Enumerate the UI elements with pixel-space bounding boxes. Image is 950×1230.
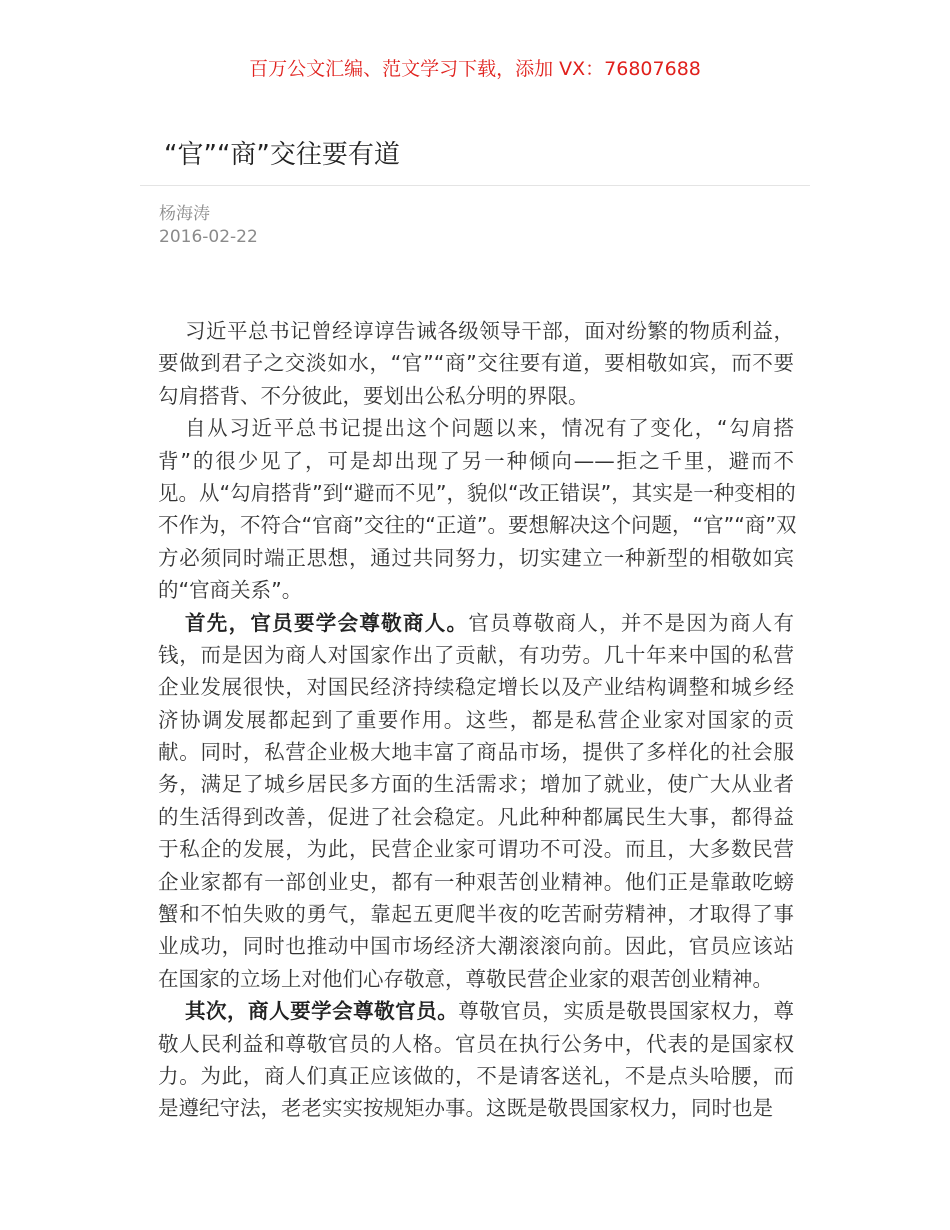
paragraph-text: 蟹和不怕失败的勇气，靠起五更爬半夜的吃苦耐劳精神，才取得了事 [158,902,794,927]
paragraph-text: 企业发展很快，对国民经济持续稳定增长以及产业结构调整和城乡经 [158,675,794,700]
paragraph-line [158,639,794,671]
paragraph-line [158,315,794,347]
paragraph-text: 务，满足了城乡居民多方面的生活需求；增加了就业，使广大从业者 [158,772,794,797]
paragraph-lead-bold: 其次，商人要学会尊敬官员。 [185,999,459,1024]
paragraph-line [158,671,794,703]
title-divider [140,185,810,186]
paragraph-text: 在国家的立场上对他们心存敬意，尊敬民营企业家的艰苦创业精神。 [158,966,773,991]
paragraph [158,412,797,606]
paragraph-line [158,380,794,412]
paragraph-text: 业成功，同时也推动中国市场经济大潮滚滚向前。因此，官员应该站 [158,934,794,959]
paragraph-line [158,509,797,541]
paragraph-text: 自从习近平总书记提出这个问题以来，情况有了变化，“勾肩搭 [185,416,794,441]
paragraph-text: 要做到君子之交淡如水，“官”“商”交往要有道，要相敬如宾，而不要 [158,351,794,376]
paragraph-line [158,995,794,1027]
paragraph-line [158,801,794,833]
paragraph-text: 的“官商关系”。 [158,578,303,603]
paragraph-text: 见。从“勾肩搭背”到“避而不见”，貌似“改正错误”，其实是一种变相的 [158,480,796,505]
paragraph-line [158,768,794,800]
paragraph-text: 的生活得到改善，促进了社会稳定。凡此种种都属民生大事，都得益 [158,804,794,829]
paragraph-line [158,574,794,606]
article-author: 杨海涛 [159,204,210,224]
paragraph-line [158,1060,794,1092]
paragraph-text: 尊敬官员，实质是敬畏国家权力，尊 [458,999,795,1024]
paragraph-text: 背”的很少见了，可是却出现了另一种倾向——拒之千里，避而不 [158,448,794,473]
paragraph-text: 献。同时，私营企业极大地丰富了商品市场，提供了多样化的社会服 [158,740,794,765]
paragraph-text: 官员尊敬商人，并不是因为商人有 [468,610,795,635]
paragraph-line [158,898,794,930]
paragraph-text: 企业家都有一部创业史，都有一种艰苦创业精神。他们正是靠敢吃螃 [158,869,794,894]
paragraph-line [158,542,794,574]
paragraph [158,995,794,1125]
paragraph-line [158,347,794,379]
article-date: 2016-02-22 [159,227,258,247]
paragraph [158,315,794,412]
paragraph-text: 敬人民利益和尊敬官员的人格。官员在执行公务中，代表的是国家权 [158,1031,794,1056]
paragraph-text: 于私企的发展，为此，民营企业家可谓功不可没。而且，大多数民营 [158,837,794,862]
paragraph-text: 不作为，不符合“官商”交往的“正道”。要想解决这个问题，“官”“商”双 [158,513,797,538]
download-banner: 百万公文汇编、范文学习下载，添加 VX：76807688 [249,58,701,80]
paragraph-line [158,445,794,477]
paragraph-text: 济协调发展都起到了重要作用。这些，都是私营企业家对国家的贡 [158,707,794,732]
article-title: “官”“商”交往要有道 [164,140,400,170]
paragraph [158,607,794,996]
paragraph-line [158,477,794,509]
paragraph-line [158,930,794,962]
paragraph-line [158,1092,794,1124]
paragraph-text: 习近平总书记曾经谆谆告诫各级领导干部，面对纷繁的物质利益， [185,319,794,343]
paragraph-line [158,1028,794,1060]
paragraph-text: 是遵纪守法，老老实实按规矩办事。这既是敬畏国家权力，同时也是 [158,1096,773,1121]
paragraph-lead-bold: 首先，官员要学会尊敬商人。 [185,610,469,635]
paragraph-line [158,866,794,898]
paragraph-text: 方必须同时端正思想，通过共同努力，切实建立一种新型的相敬如宾 [158,545,794,570]
paragraph-text: 勾肩搭背、不分彼此，要划出公私分明的界限。 [158,383,589,408]
paragraph-line [158,963,794,995]
paragraph-line [158,607,794,639]
paragraph-line [158,736,794,768]
paragraph-text: 力。为此，商人们真正应该做的，不是请客送礼，不是点头哈腰，而 [158,1063,794,1088]
paragraph-line [158,704,794,736]
paragraph-text: 钱，而是因为商人对国家作出了贡献，有功劳。几十年来中国的私营 [158,642,794,667]
paragraph-line [158,833,794,865]
paragraph-line [158,412,794,444]
article-body [158,315,797,1125]
